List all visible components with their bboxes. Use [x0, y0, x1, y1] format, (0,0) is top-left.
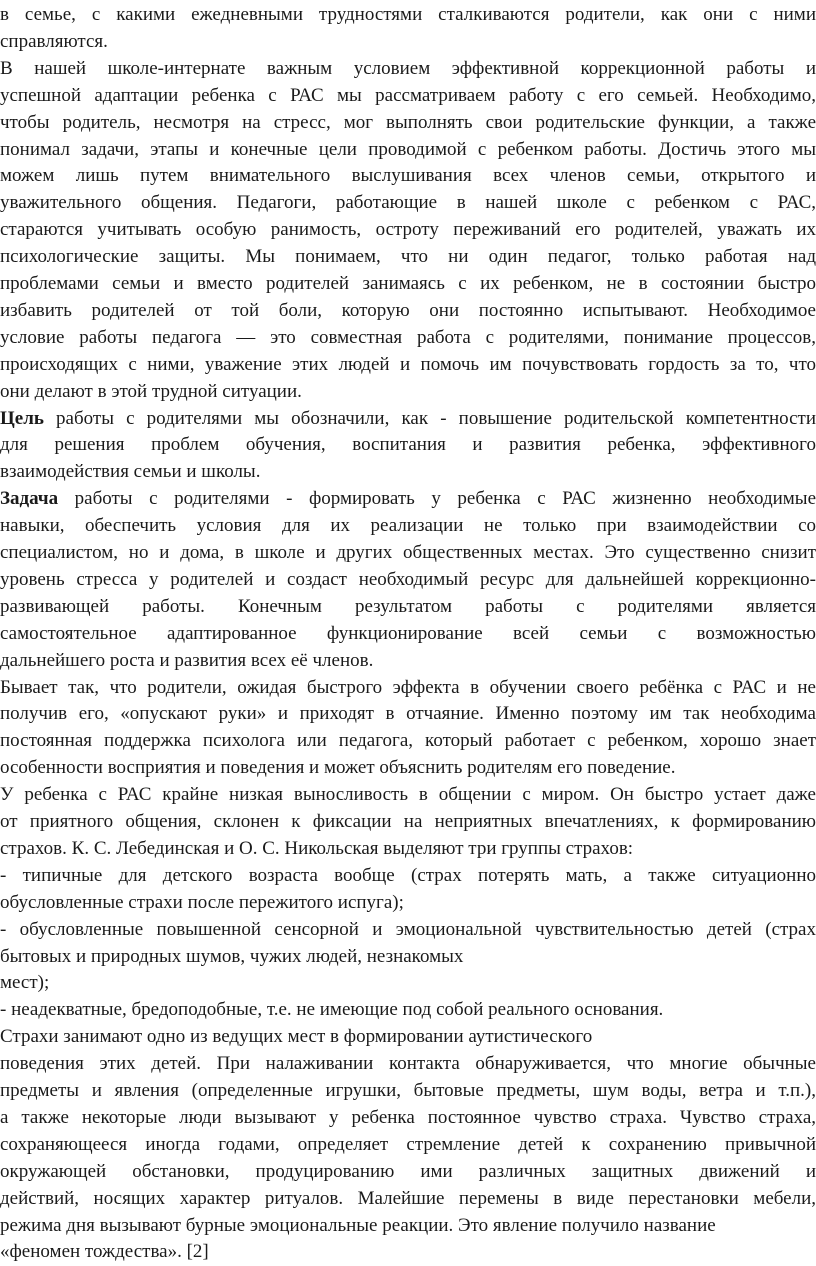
text-line	[0, 1239, 816, 1266]
line-text: уважительного общения. Педагоги, работающие в нашей школе с ребенком с РАС,	[0, 192, 816, 214]
line-text: особенности восприятия и поведения и может объяснить родителям его поведение.	[0, 757, 676, 779]
line-text: Бывает так, что родители, ожидая быстрого эффекта в обучении своего ребёнка с РАС и не	[0, 676, 816, 698]
line-text: окружающей обстановки, продуцированию ими различных защитных движений и	[0, 1160, 816, 1182]
line-text: понимал задачи, этапы и конечные цели проводимой с ребенком работы. Достичь этого мы	[0, 138, 816, 160]
line-text: страхов. К. С. Лебединская и О. С. Никольская выделяют три группы страхов:	[0, 837, 634, 859]
text-line	[0, 406, 816, 433]
line-text: бытовых и природных шумов, чужих людей, незнакомых	[0, 945, 464, 967]
bold-lead-word: Задача	[0, 488, 59, 510]
line-text: стараются учитывать особую ранимость, остроту переживаний его родителей, уважать их	[0, 219, 816, 241]
text-line	[0, 163, 816, 190]
line-text: действий, носящих характер ритуалов. Малейшие перемены в виде перестановки мебели,	[0, 1187, 816, 1209]
text-line	[0, 970, 816, 997]
text-line	[0, 110, 816, 137]
text-line	[0, 137, 816, 164]
text-line	[0, 1105, 816, 1132]
text-line	[0, 1213, 816, 1240]
text-line	[0, 244, 816, 271]
text-line	[0, 1024, 816, 1051]
line-text: получив его, «опускают руки» и приходят в отчаяние. Именно поэтому им так необходима	[0, 703, 816, 725]
line-text: успешной адаптации ребенка с РАС мы рассматриваем работу с его семьей. Необходимо,	[0, 84, 816, 106]
text-line	[0, 917, 816, 944]
text-line	[0, 836, 816, 863]
line-text: взаимодействия семьи и школы.	[0, 461, 261, 483]
text-line	[0, 728, 816, 755]
line-text: проблемами семьи и вместо родителей занимаясь с их ребенком, не в состоянии быстро	[0, 273, 816, 294]
line-text: режима дня вызывают бурные эмоциональные реакции. Это явление получило название	[0, 1214, 716, 1236]
text-line	[0, 298, 816, 325]
line-text: «феномен тождества». [2]	[0, 1241, 209, 1263]
line-text: обусловленные страхи после пережитого испуга);	[0, 891, 404, 913]
text-line	[0, 1078, 816, 1105]
line-text: специалистом, но и дома, в школе и других общественных местах. Это существенно снизит	[0, 542, 816, 563]
line-text: - типичные для детского возраста вообще (страх потерять мать, а также ситуационно	[0, 864, 816, 886]
line-text: мест);	[0, 972, 50, 994]
text-line	[0, 648, 816, 675]
text-line	[0, 540, 816, 567]
line-text: самостоятельное адаптированное функционирование всей семьи с возможностью	[0, 622, 816, 644]
text-line	[0, 1132, 816, 1159]
line-text: для решения проблем обучения, воспитания и развития ребенка, эффективного	[0, 434, 816, 456]
text-line	[0, 513, 816, 540]
line-text: поведения этих детей. При налаживании контакта обнаруживается, что многие обычные	[0, 1053, 816, 1075]
line-text: от приятного общения, склонен к фиксации на неприятных впечатлениях, к формированию	[0, 811, 816, 832]
text-line	[0, 863, 816, 890]
text-line	[0, 459, 816, 486]
text-line	[0, 1186, 816, 1213]
text-line	[0, 997, 816, 1024]
text-line	[0, 29, 816, 56]
text-line	[0, 352, 816, 379]
line-text: а также некоторые люди вызывают у ребенка постоянное чувство страха. Чувство страха,	[0, 1106, 816, 1128]
line-text: дальнейшего роста и развития всех её членов.	[0, 649, 374, 671]
text-line	[0, 701, 816, 728]
text-line	[0, 2, 816, 29]
text-line	[0, 675, 816, 702]
text-line	[0, 325, 816, 352]
text-line	[0, 190, 816, 217]
line-text: работы с родителями мы обозначили, как - повышение родительской компетентности	[43, 407, 816, 429]
text-line	[0, 271, 816, 298]
text-line	[0, 56, 816, 83]
line-text: уровень стресса у родителей и создаст необходимый ресурс для дальнейшей коррекционно-	[0, 568, 816, 590]
line-text: навыки, обеспечить условия для их реализации не только при взаимодействии со	[0, 515, 816, 537]
line-text: постоянная поддержка психолога или педагога, который работает с ребенком, хорошо знает	[0, 730, 816, 752]
text-line	[0, 621, 816, 648]
text-line	[0, 83, 816, 110]
text-line	[0, 782, 816, 809]
line-text: происходящих с ними, уважение этих людей и помочь им почувствовать гордость за то, что	[0, 353, 816, 375]
text-line	[0, 217, 816, 244]
text-line	[0, 890, 816, 917]
text-line	[0, 432, 816, 459]
line-text: Страхи занимают одно из ведущих мест в формировании аутистического	[0, 1026, 593, 1048]
line-text: чтобы родитель, несмотря на стресс, мог выполнять свои родительские функции, а также	[0, 111, 816, 133]
text-line	[0, 379, 816, 406]
text-line	[0, 1159, 816, 1186]
line-text: можем лишь путем внимательного выслушивания всех членов семьи, открытого и	[0, 165, 816, 187]
text-line	[0, 567, 816, 594]
line-text: предметы и явления (определенные игрушки, бытовые предметы, шум воды, ветра и т.п.),	[0, 1080, 816, 1101]
line-text: они делают в этой трудной ситуации.	[0, 380, 302, 402]
text-line	[0, 1051, 816, 1078]
text-line	[0, 944, 816, 971]
line-text: психологические защиты. Мы понимаем, что ни один педагог, только работая над	[0, 246, 816, 268]
line-text: справляются.	[0, 30, 108, 52]
line-text: - неадекватные, бредоподобные, т.е. не имеющие под собой реального основания.	[0, 999, 664, 1021]
text-line	[0, 486, 816, 513]
line-text: - обусловленные повышенной сенсорной и эмоциональной чувствительностью детей (страх	[0, 918, 816, 940]
bold-lead-word: Цель	[0, 407, 44, 429]
line-text: избавить родителей от той боли, которую они постоянно испытывают. Необходимое	[0, 299, 816, 321]
line-text: развивающей работы. Конечным результатом работы с родителями является	[0, 595, 816, 617]
line-text: сохраняющееся иногда годами, определяет стремление детей к сохранению привычной	[0, 1133, 816, 1155]
text-line	[0, 809, 816, 836]
line-text: работы с родителями - формировать у ребенка с РАС жизненно необходимые	[58, 488, 816, 510]
line-text: В нашей школе-интернате важным условием эффективной коррекционной работы и	[0, 57, 816, 79]
line-text: У ребенка с РАС крайне низкая выносливость в общении с миром. Он быстро устает даже	[0, 784, 816, 806]
text-line	[0, 755, 816, 782]
text-line	[0, 594, 816, 621]
line-text: в семье, с какими ежедневными трудностями сталкиваются родители, как они с ними	[0, 4, 816, 25]
line-text: условие работы педагога — это совместная работа с родителями, понимание процессов,	[0, 326, 816, 348]
